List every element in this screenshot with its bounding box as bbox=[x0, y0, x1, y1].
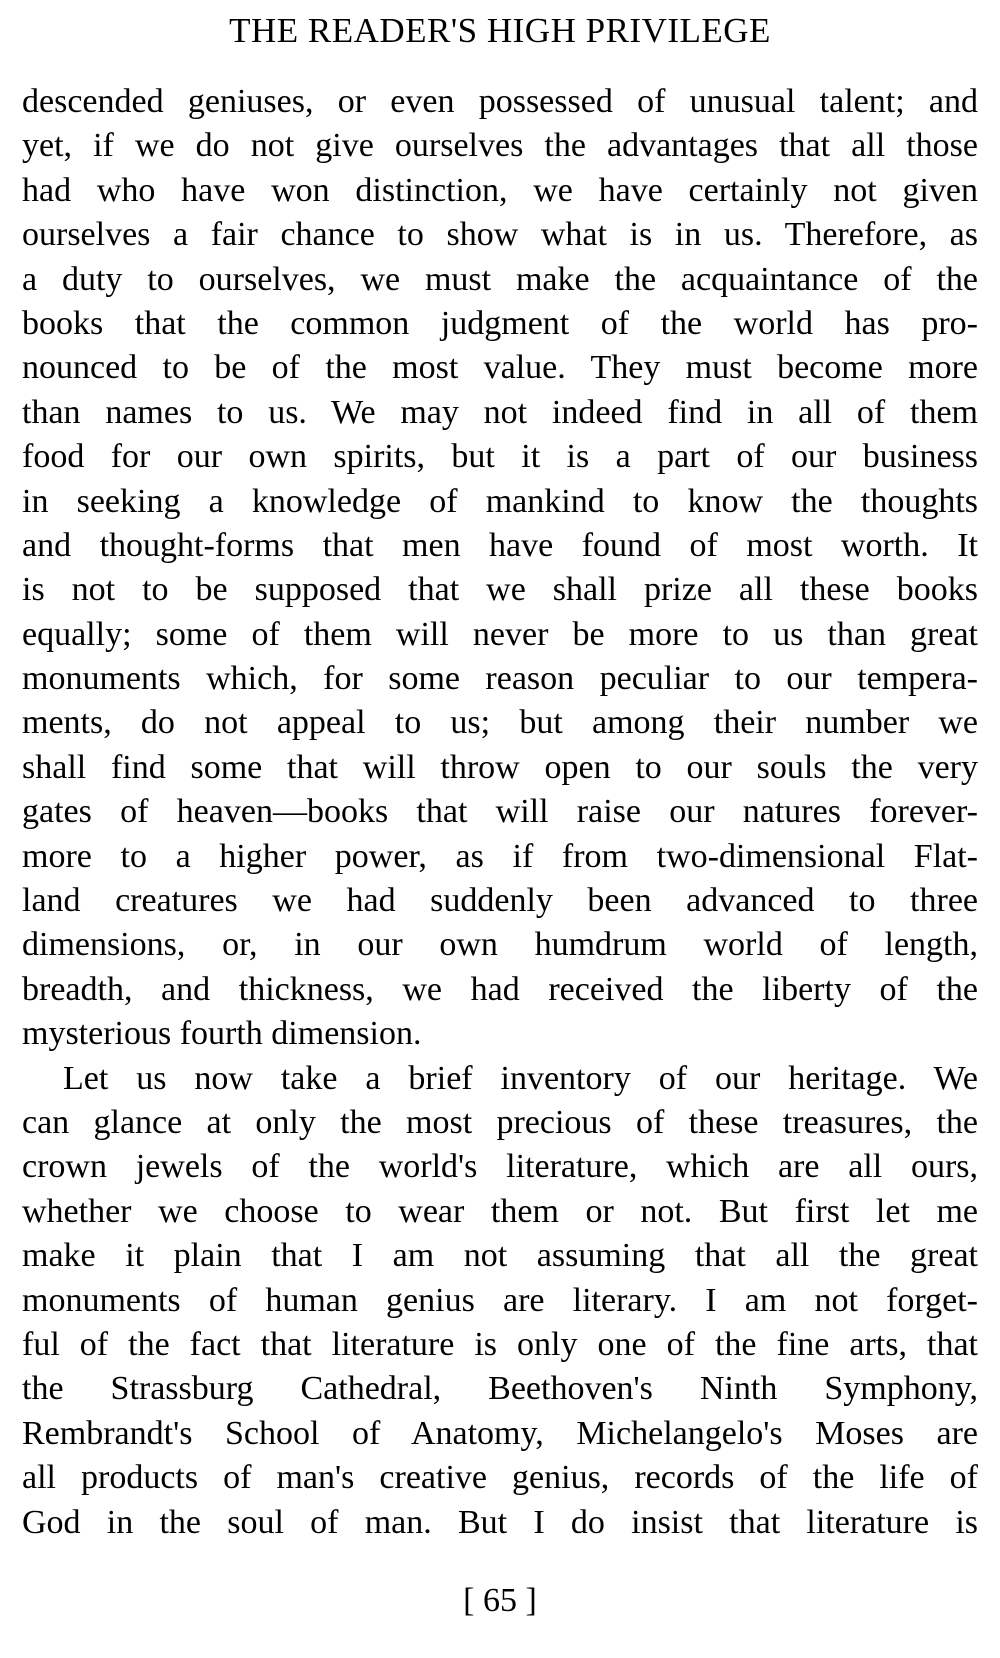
text-line: dimensions, or, in our own humdrum world of length, bbox=[22, 926, 978, 964]
running-head: THE READER'S HIGH PRIVILEGE bbox=[229, 11, 771, 50]
text-line: nounced to be of the most value. They must become more bbox=[22, 349, 978, 387]
text-line: can glance at only the most precious of these treasures, the bbox=[22, 1103, 978, 1141]
text-line: breadth, and thickness, we had received the liberty of the bbox=[22, 970, 978, 1008]
text-line: shall find some that will throw open to our souls the very bbox=[22, 748, 978, 786]
text-line: descended geniuses, or even possessed of unusual talent; and bbox=[22, 83, 978, 120]
text-line: is not to be supposed that we shall prize all these books bbox=[22, 571, 978, 609]
paragraph-1 bbox=[22, 80, 978, 1057]
text-line: the Strassburg Cathedral, Beethoven's Ninth Symphony, bbox=[22, 1370, 978, 1408]
text-line: a duty to ourselves, we must make the acquaintance of the bbox=[22, 260, 978, 298]
text-line: ourselves a fair chance to show what is in us. Therefore, as bbox=[22, 216, 978, 254]
text-line: crown jewels of the world's literature, which are all ours, bbox=[22, 1148, 978, 1186]
text-line: than names to us. We may not indeed find in all of them bbox=[22, 393, 978, 431]
paragraph-2 bbox=[22, 1057, 978, 1545]
text-line: Rembrandt's School of Anatomy, Michelangelo's Moses are bbox=[22, 1414, 978, 1452]
text-line: all products of man's creative genius, records of the life of bbox=[22, 1459, 978, 1497]
text-line: more to a higher power, as if from two-dimensional Flat- bbox=[22, 837, 978, 875]
text-line: in seeking a knowledge of mankind to know the thoughts bbox=[22, 482, 978, 520]
text-line: monuments which, for some reason peculiar to our tempera- bbox=[22, 660, 978, 698]
text-line: Let us now take a brief inventory of our heritage. We bbox=[63, 1059, 978, 1097]
text-line: whether we choose to wear them or not. But first let me bbox=[22, 1192, 978, 1230]
page-number: [ 65 ] bbox=[463, 1582, 537, 1619]
text-line: land creatures we had suddenly been advanced to three bbox=[22, 882, 978, 920]
text-line: yet, if we do not give ourselves the advantages that all those bbox=[22, 127, 978, 165]
text-line: books that the common judgment of the world has pro- bbox=[22, 304, 978, 342]
text-line: gates of heaven—books that will raise our natures forever- bbox=[22, 793, 978, 831]
text-line: make it plain that I am not assuming that all the great bbox=[22, 1237, 978, 1275]
text-line: God in the soul of man. But I do insist that literature is bbox=[22, 1503, 978, 1541]
text-line: ments, do not appeal to us; but among their number we bbox=[22, 704, 978, 742]
text-line: mysterious fourth dimension. bbox=[22, 1015, 422, 1053]
text-line: ful of the fact that literature is only one of the fine arts, that bbox=[22, 1325, 978, 1363]
body-text bbox=[22, 80, 978, 1545]
text-line: had who have won distinction, we have certainly not given bbox=[22, 171, 978, 209]
text-line: food for our own spirits, but it is a part of our business bbox=[22, 438, 978, 476]
text-line: and thought-forms that men have found of most worth. It bbox=[22, 526, 978, 564]
text-line: monuments of human genius are literary. I am not forget- bbox=[22, 1281, 978, 1319]
text-line: equally; some of them will never be more to us than great bbox=[22, 615, 978, 653]
